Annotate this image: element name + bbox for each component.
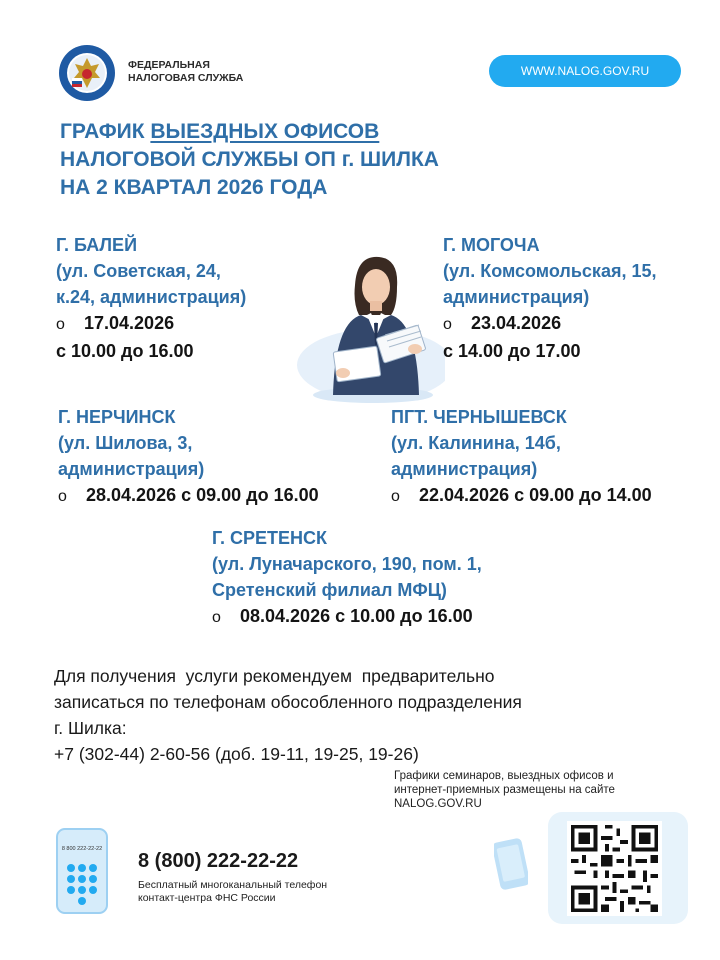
office-mogocha xyxy=(443,232,656,364)
office-city: Г. НЕРЧИНСК xyxy=(58,407,176,427)
office-date: 17.04.2026 xyxy=(84,313,175,333)
title-line2: НАЛОГОВОЙ СЛУЖБЫ ОП г. ШИЛКА xyxy=(60,148,439,171)
office-address-line1: (ул. Комсомольская, 15, xyxy=(443,261,657,281)
office-time: с 10.00 до 16.00 xyxy=(56,341,194,361)
org-name xyxy=(128,59,243,85)
office-nerchinsk xyxy=(58,404,319,510)
hotline-number[interactable]: 8 (800) 222-22-22 xyxy=(138,850,299,872)
hotline-sub-line2: контакт-центра ФНС России xyxy=(138,892,276,904)
org-name-line1: ФЕДЕРАЛЬНАЯ xyxy=(128,59,210,71)
title-line3: НА 2 КВАРТАЛ 2026 ГОДА xyxy=(60,176,328,199)
title-line1-b: ВЫЕЗДНЫХ ОФИСОВ xyxy=(150,120,380,143)
office-address-line2: Сретенский филиал МФЦ) xyxy=(212,580,447,600)
note-line1: Графики семинаров, выездных офисов и xyxy=(394,770,614,782)
office-address-line2: к.24, администрация) xyxy=(56,287,247,307)
office-date: 23.04.2026 xyxy=(471,313,562,333)
office-address-line1: (ул. Луначарского, 190, пом. 1, xyxy=(212,554,482,574)
website-link[interactable]: WWW.NALOG.GOV.RU xyxy=(489,55,681,87)
office-balei xyxy=(56,232,246,364)
office-city: Г. МОГОЧА xyxy=(443,235,540,255)
bullet-marker: o xyxy=(56,316,65,333)
info-line2: записаться по телефонам обособленного подразделения xyxy=(54,692,522,712)
fns-emblem-icon xyxy=(58,44,116,102)
bullet-marker: o xyxy=(58,488,67,505)
phone-icon xyxy=(56,828,108,914)
info-phone[interactable]: +7 (302-44) 2-60-56 (доб. 19-11, 19-25, 19-26) xyxy=(54,744,419,764)
note-line2: интернет-приемных размещены на сайте xyxy=(394,784,615,796)
office-address-line2: администрация) xyxy=(391,459,538,479)
bullet-marker: o xyxy=(212,609,221,626)
org-name-line2: НАЛОГОВАЯ СЛУЖБА xyxy=(128,72,244,84)
bullet-marker: o xyxy=(391,488,400,505)
office-datetime: 28.04.2026 с 09.00 до 16.00 xyxy=(86,485,319,505)
office-address-line1: (ул. Советская, 24, xyxy=(56,261,221,281)
smartphone-icon xyxy=(494,838,528,890)
phone-screen-text: 8 800 222-22-22 xyxy=(61,846,103,852)
office-address-line2: администрация) xyxy=(443,287,590,307)
info-line1: Для получения услуги рекомендуем предварительно xyxy=(54,666,495,686)
site-note xyxy=(394,769,615,811)
bullet-marker: o xyxy=(443,316,452,333)
office-city: Г. СРЕТЕНСК xyxy=(212,528,327,548)
page-title xyxy=(60,118,439,202)
hotline-sub-line1: Бесплатный многоканальный телефон xyxy=(138,879,328,891)
info-line3: г. Шилка: xyxy=(54,718,127,738)
appointment-info xyxy=(54,663,522,767)
office-chernyshevsk xyxy=(391,404,652,510)
title-line1-a: ГРАФИК xyxy=(60,120,151,143)
office-city: Г. БАЛЕЙ xyxy=(56,235,137,255)
office-datetime: 08.04.2026 с 10.00 до 16.00 xyxy=(240,606,473,626)
tax-officer-illustration xyxy=(295,245,445,405)
office-address-line1: (ул. Шилова, 3, xyxy=(58,433,193,453)
office-sretensk xyxy=(212,525,482,631)
office-city: ПГТ. ЧЕРНЫШЕВСК xyxy=(391,407,567,427)
office-datetime: 22.04.2026 с 09.00 до 14.00 xyxy=(419,485,652,505)
office-address-line2: администрация) xyxy=(58,459,205,479)
office-address-line1: (ул. Калинина, 14б, xyxy=(391,433,561,453)
qr-code-icon[interactable] xyxy=(567,821,662,916)
hotline-description xyxy=(138,879,327,905)
note-line3: NALOG.GOV.RU xyxy=(394,798,482,810)
office-time: с 14.00 до 17.00 xyxy=(443,341,581,361)
